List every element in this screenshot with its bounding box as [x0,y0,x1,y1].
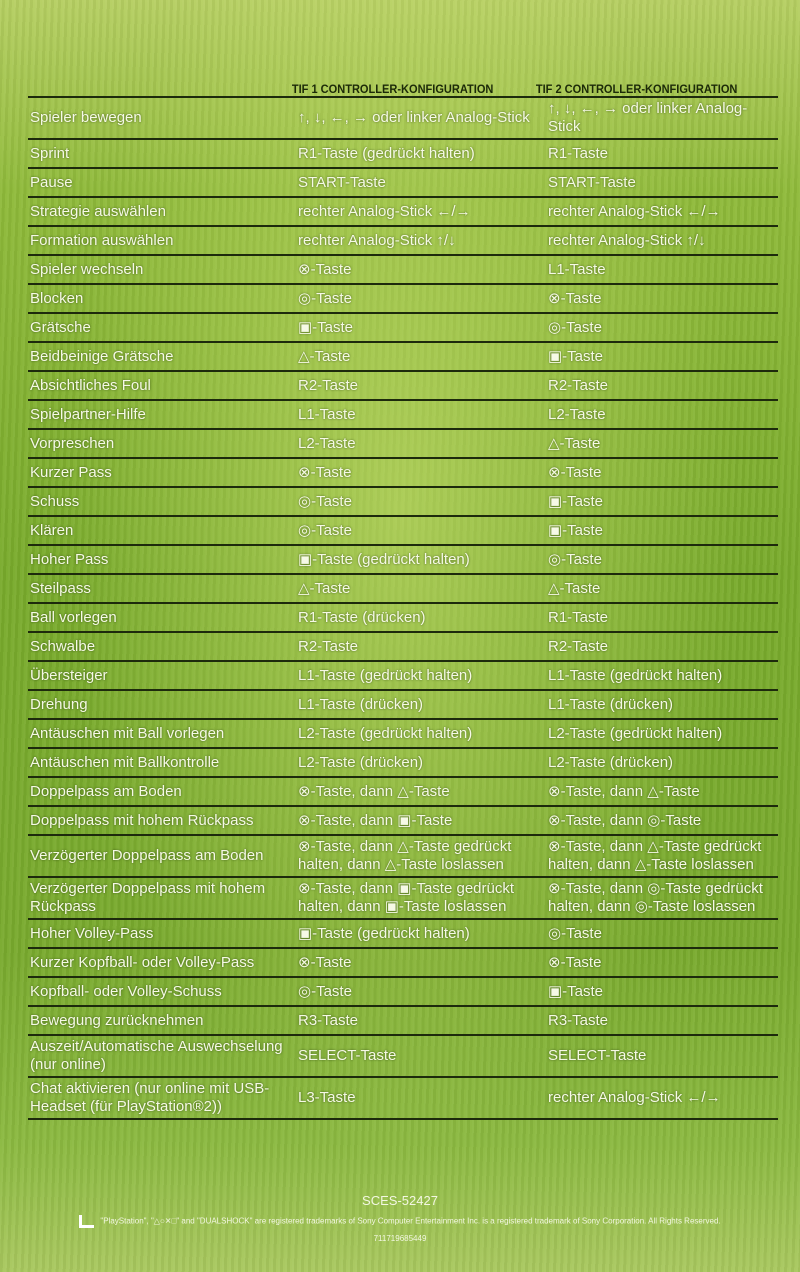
table-row [28,140,778,169]
tif2-cell: ⊗-Taste, dann △-Taste gedrückt halten, dann △-Taste loslassen [548,838,762,873]
action-cell: Strategie auswählen [30,202,166,220]
table-row [28,517,778,546]
tif1-cell: START-Taste [298,173,386,191]
table-row [28,401,778,430]
action-cell: Antäuschen mit Ballkontrolle [30,753,220,771]
table-row [28,488,778,517]
tif1-cell: ◎-Taste [298,982,352,1000]
action-cell: Auszeit/Automatische Auswechselung (nur online) [30,1038,283,1073]
action-cell: Absichtliches Foul [30,376,151,394]
tif2-cell: rechter Analog-Stick ↑/↓ [548,231,706,249]
action-cell: Ball vorlegen [30,608,117,626]
tif1-cell: L3-Taste [298,1089,356,1106]
tif1-cell: ▣-Taste (gedrückt halten) [298,550,470,568]
tif2-cell: R1-Taste [548,144,609,162]
action-cell: Vorpreschen [30,434,115,452]
action-cell: Spieler bewegen [30,109,142,126]
table-row [28,372,778,401]
table-row [28,575,778,604]
table-row [28,807,778,836]
tif1-cell: L1-Taste [298,405,356,423]
action-cell: Kopfball- oder Volley-Schuss [30,982,222,1000]
tif1-cell: ⊗-Taste, dann △-Taste [298,782,450,800]
tif1-cell: R1-Taste (gedrückt halten) [298,144,475,162]
tif2-cell: ⊗-Taste, dann △-Taste [548,782,700,800]
tif1-cell: ↑, ↓, ←, → oder linker Analog-Stick [298,109,530,126]
tif2-cell: ⊗-Taste, dann ◎-Taste [548,811,702,829]
action-cell: Drehung [30,695,88,713]
action-cell: Doppelpass am Boden [30,782,182,800]
table-row [28,314,778,343]
action-cell: Grätsche [30,318,91,336]
tif2-cell: R1-Taste [548,608,609,626]
action-cell: Übersteiger [30,666,108,684]
table-row [28,285,778,314]
playstation-logo-icon [79,1215,94,1228]
tif2-cell: ▣-Taste [548,521,604,539]
table-row [28,878,778,920]
tif2-cell: rechter Analog-Stick ←/→ [548,1089,721,1106]
legal-text: "PlayStation", "△○✕□" and "DUALSHOCK" are registered trademarks of Sony Computer Entertainment Inc. is a registered trademark of Sony Corporation. All Rights Reserved. [100,1216,721,1226]
tif2-cell: L2-Taste (drücken) [548,753,674,771]
tif2-cell: SELECT-Taste [548,1047,647,1064]
action-cell: Pause [30,173,73,191]
tif2-cell: ⊗-Taste, dann ◎-Taste gedrückt halten, dann ◎-Taste loslassen [548,880,763,915]
action-cell: Antäuschen mit Ball vorlegen [30,724,225,742]
table-row [28,96,778,140]
table-row [28,949,778,978]
tif1-cell: ⊗-Taste, dann ▣-Taste gedrückt halten, dann ▣-Taste loslassen [298,880,515,915]
tif1-cell: R2-Taste [298,637,359,655]
action-cell: Schwalbe [30,637,96,655]
tif2-cell: ◎-Taste [548,318,602,336]
action-cell: Chat aktivieren (nur online mit USB-Headset (für PlayStation®2)) [30,1080,270,1115]
tif2-cell: ▣-Taste [548,982,604,1000]
table-row [28,978,778,1007]
header-tif1: TIF 1 CONTROLLER-KONFIGURATION [291,82,494,96]
action-cell: Verzögerter Doppelpass am Boden [30,847,264,864]
tif1-cell: R3-Taste [298,1011,359,1029]
tif1-cell: rechter Analog-Stick ↑/↓ [298,231,456,249]
table-row [28,691,778,720]
action-cell: Verzögerter Doppelpass mit hohem Rückpass [30,880,266,915]
table-row [28,1036,778,1078]
table-row [28,1078,778,1120]
table-row [28,604,778,633]
tif1-cell: R2-Taste [298,376,359,394]
action-cell: Beidbeinige Grätsche [30,347,174,365]
tif1-cell: ⊗-Taste [298,953,352,971]
table-row [28,662,778,691]
table-row [28,720,778,749]
tif2-cell: △-Taste [548,434,601,452]
table-row [28,546,778,575]
tif1-cell: △-Taste [298,347,351,365]
controller-table [28,74,778,1120]
tif2-cell: L1-Taste [548,260,606,278]
tif2-cell: R3-Taste [548,1011,609,1029]
tif2-cell: ◎-Taste [548,550,602,568]
tif2-cell: ◎-Taste [548,924,602,942]
tif2-cell: ↑, ↓, ←, → oder linker Analog-Stick [548,100,748,135]
action-cell: Sprint [30,144,70,162]
tif2-cell: ⊗-Taste [548,953,602,971]
action-cell: Bewegung zurücknehmen [30,1011,204,1029]
action-cell: Klären [30,521,74,539]
barcode-number: 711719685449 [373,1234,427,1243]
tif1-cell: △-Taste [298,579,351,597]
table-body [28,96,778,1120]
table-row [28,749,778,778]
tif1-cell: ◎-Taste [298,492,352,510]
action-cell: Spielpartner-Hilfe [30,405,146,423]
action-cell: Formation auswählen [30,231,174,249]
tif1-cell: ⊗-Taste [298,260,352,278]
table-row [28,343,778,372]
tif2-cell: ⊗-Taste [548,463,602,481]
tif1-cell: L1-Taste (drücken) [298,695,424,713]
table-row [28,778,778,807]
action-cell: Hoher Volley-Pass [30,924,154,942]
table-header [28,74,778,96]
tif2-cell: ▣-Taste [548,347,604,365]
tif2-cell: START-Taste [548,173,636,191]
tif2-cell: R2-Taste [548,376,609,394]
tif1-cell: L1-Taste (gedrückt halten) [298,666,473,684]
tif1-cell: R1-Taste (drücken) [298,608,426,626]
tif1-cell: ⊗-Taste, dann ▣-Taste [298,811,453,829]
action-cell: Steilpass [30,579,91,597]
action-cell: Doppelpass mit hohem Rückpass [30,811,254,829]
table-row [28,633,778,662]
tif2-cell: L2-Taste (gedrückt halten) [548,724,723,742]
tif1-cell: L2-Taste (gedrückt halten) [298,724,473,742]
table-row [28,256,778,285]
tif1-cell: ▣-Taste [298,318,354,336]
tif2-cell: rechter Analog-Stick ←/→ [548,202,721,220]
action-cell: Schuss [30,492,80,510]
action-cell: Kurzer Kopfball- oder Volley-Pass [30,953,255,971]
product-code: SCES-52427 [362,1193,438,1208]
legal-notice [0,1215,800,1228]
table-row [28,169,778,198]
table-row [28,836,778,878]
tif1-cell: SELECT-Taste [298,1047,397,1064]
table-row [28,430,778,459]
tif1-cell: rechter Analog-Stick ←/→ [298,202,471,220]
table-row [28,227,778,256]
tif1-cell: ⊗-Taste [298,463,352,481]
tif1-cell: ⊗-Taste, dann △-Taste gedrückt halten, dann △-Taste loslassen [298,838,512,873]
tif2-cell: △-Taste [548,579,601,597]
table-row [28,1007,778,1036]
table-row [28,459,778,488]
action-cell: Hoher Pass [30,550,109,568]
header-tif2: TIF 2 CONTROLLER-KONFIGURATION [535,82,738,96]
action-cell: Blocken [30,289,84,307]
tif2-cell: ⊗-Taste [548,289,602,307]
tif2-cell: L1-Taste (gedrückt halten) [548,666,723,684]
tif2-cell: L2-Taste [548,405,606,423]
action-cell: Spieler wechseln [30,260,144,278]
tif1-cell: ◎-Taste [298,521,352,539]
table-row [28,198,778,227]
table-row [28,920,778,949]
tif2-cell: ▣-Taste [548,492,604,510]
action-cell: Kurzer Pass [30,463,112,481]
tif1-cell: L2-Taste [298,434,356,452]
tif2-cell: L1-Taste (drücken) [548,695,674,713]
tif1-cell: ▣-Taste (gedrückt halten) [298,924,470,942]
tif1-cell: ◎-Taste [298,289,352,307]
tif1-cell: L2-Taste (drücken) [298,753,424,771]
tif2-cell: R2-Taste [548,637,609,655]
